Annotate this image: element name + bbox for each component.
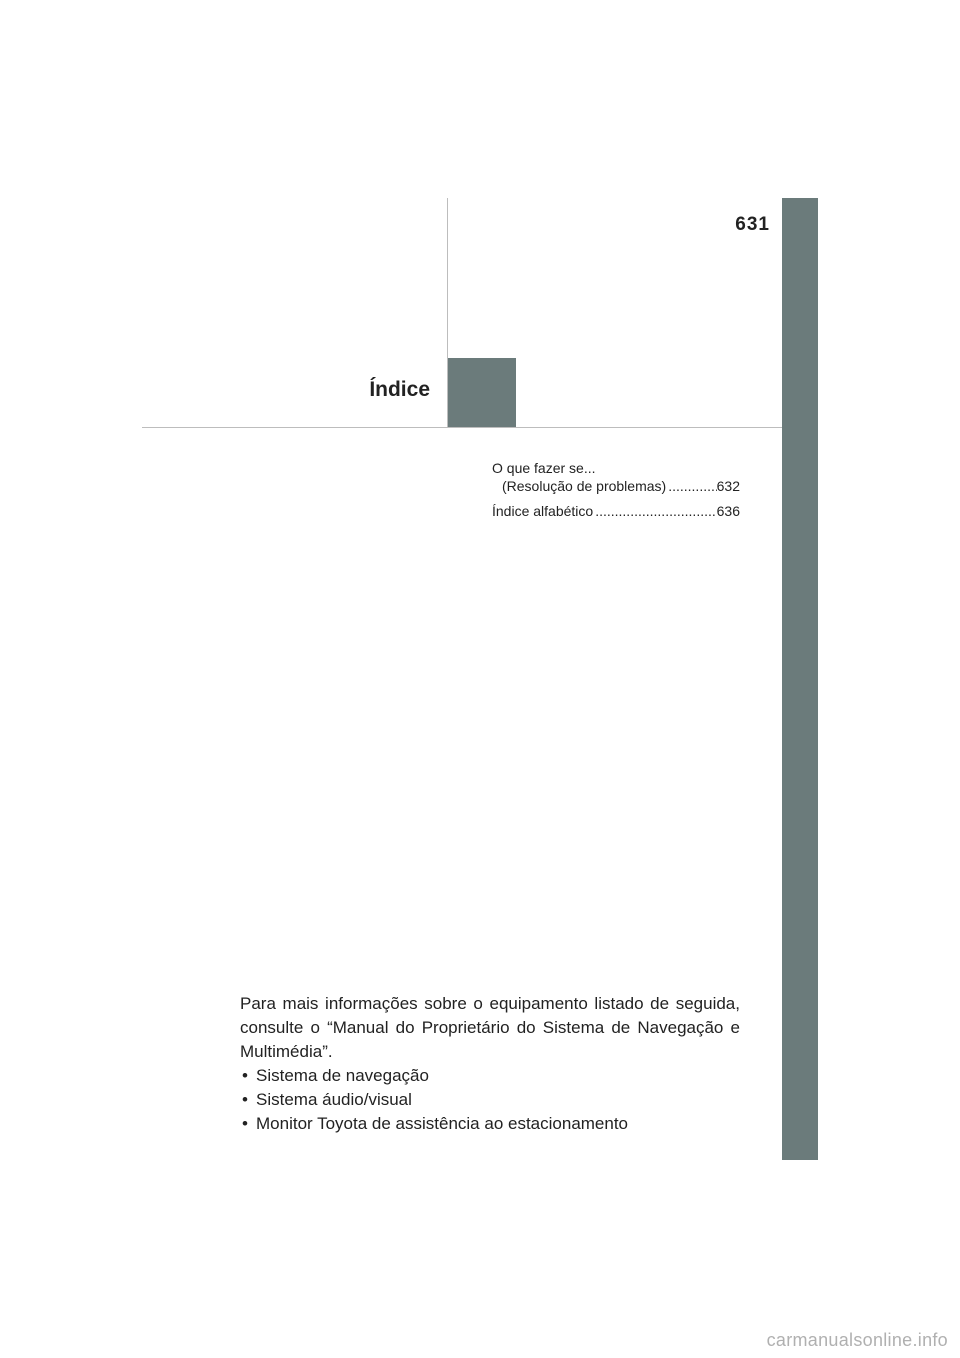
bullet: • xyxy=(242,1066,248,1085)
section-color-block xyxy=(448,358,516,427)
equipment-list xyxy=(240,1064,740,1136)
info-paragraph: Para mais informações sobre o equipamento listado de seguida, consulte o “Manual do Proprietário do Sistema de Navegação e Multimédia”. xyxy=(240,994,740,1061)
section-title: Índice xyxy=(369,378,430,401)
toc-leader-dots xyxy=(593,502,716,520)
toc-entry-subtitle: (Resolução de problemas) xyxy=(502,478,667,494)
toc-leader-dots xyxy=(666,477,716,495)
toc-entry-troubleshooting[interactable] xyxy=(492,459,740,495)
horizontal-divider xyxy=(142,427,782,428)
toc-entry-page: 636 xyxy=(716,503,740,519)
bullet: • xyxy=(242,1090,248,1109)
toc-entry-title: O que fazer se... xyxy=(492,460,596,476)
bullet: • xyxy=(242,1114,248,1133)
page-number: 631 xyxy=(735,214,770,235)
toc-entry-page: 632 xyxy=(716,478,740,494)
list-item: • Monitor Toyota de assistência ao estacionamento xyxy=(240,1112,740,1136)
info-block xyxy=(240,992,740,1136)
toc-entry-title: Índice alfabético xyxy=(492,503,594,519)
toc-entry-alphabetical-index[interactable] xyxy=(492,502,740,520)
chapter-side-tab xyxy=(782,198,818,1160)
watermark: carmanualsonline.info xyxy=(766,1330,948,1350)
list-item: • Sistema de navegação xyxy=(240,1064,740,1088)
list-item: • Sistema áudio/visual xyxy=(240,1088,740,1112)
